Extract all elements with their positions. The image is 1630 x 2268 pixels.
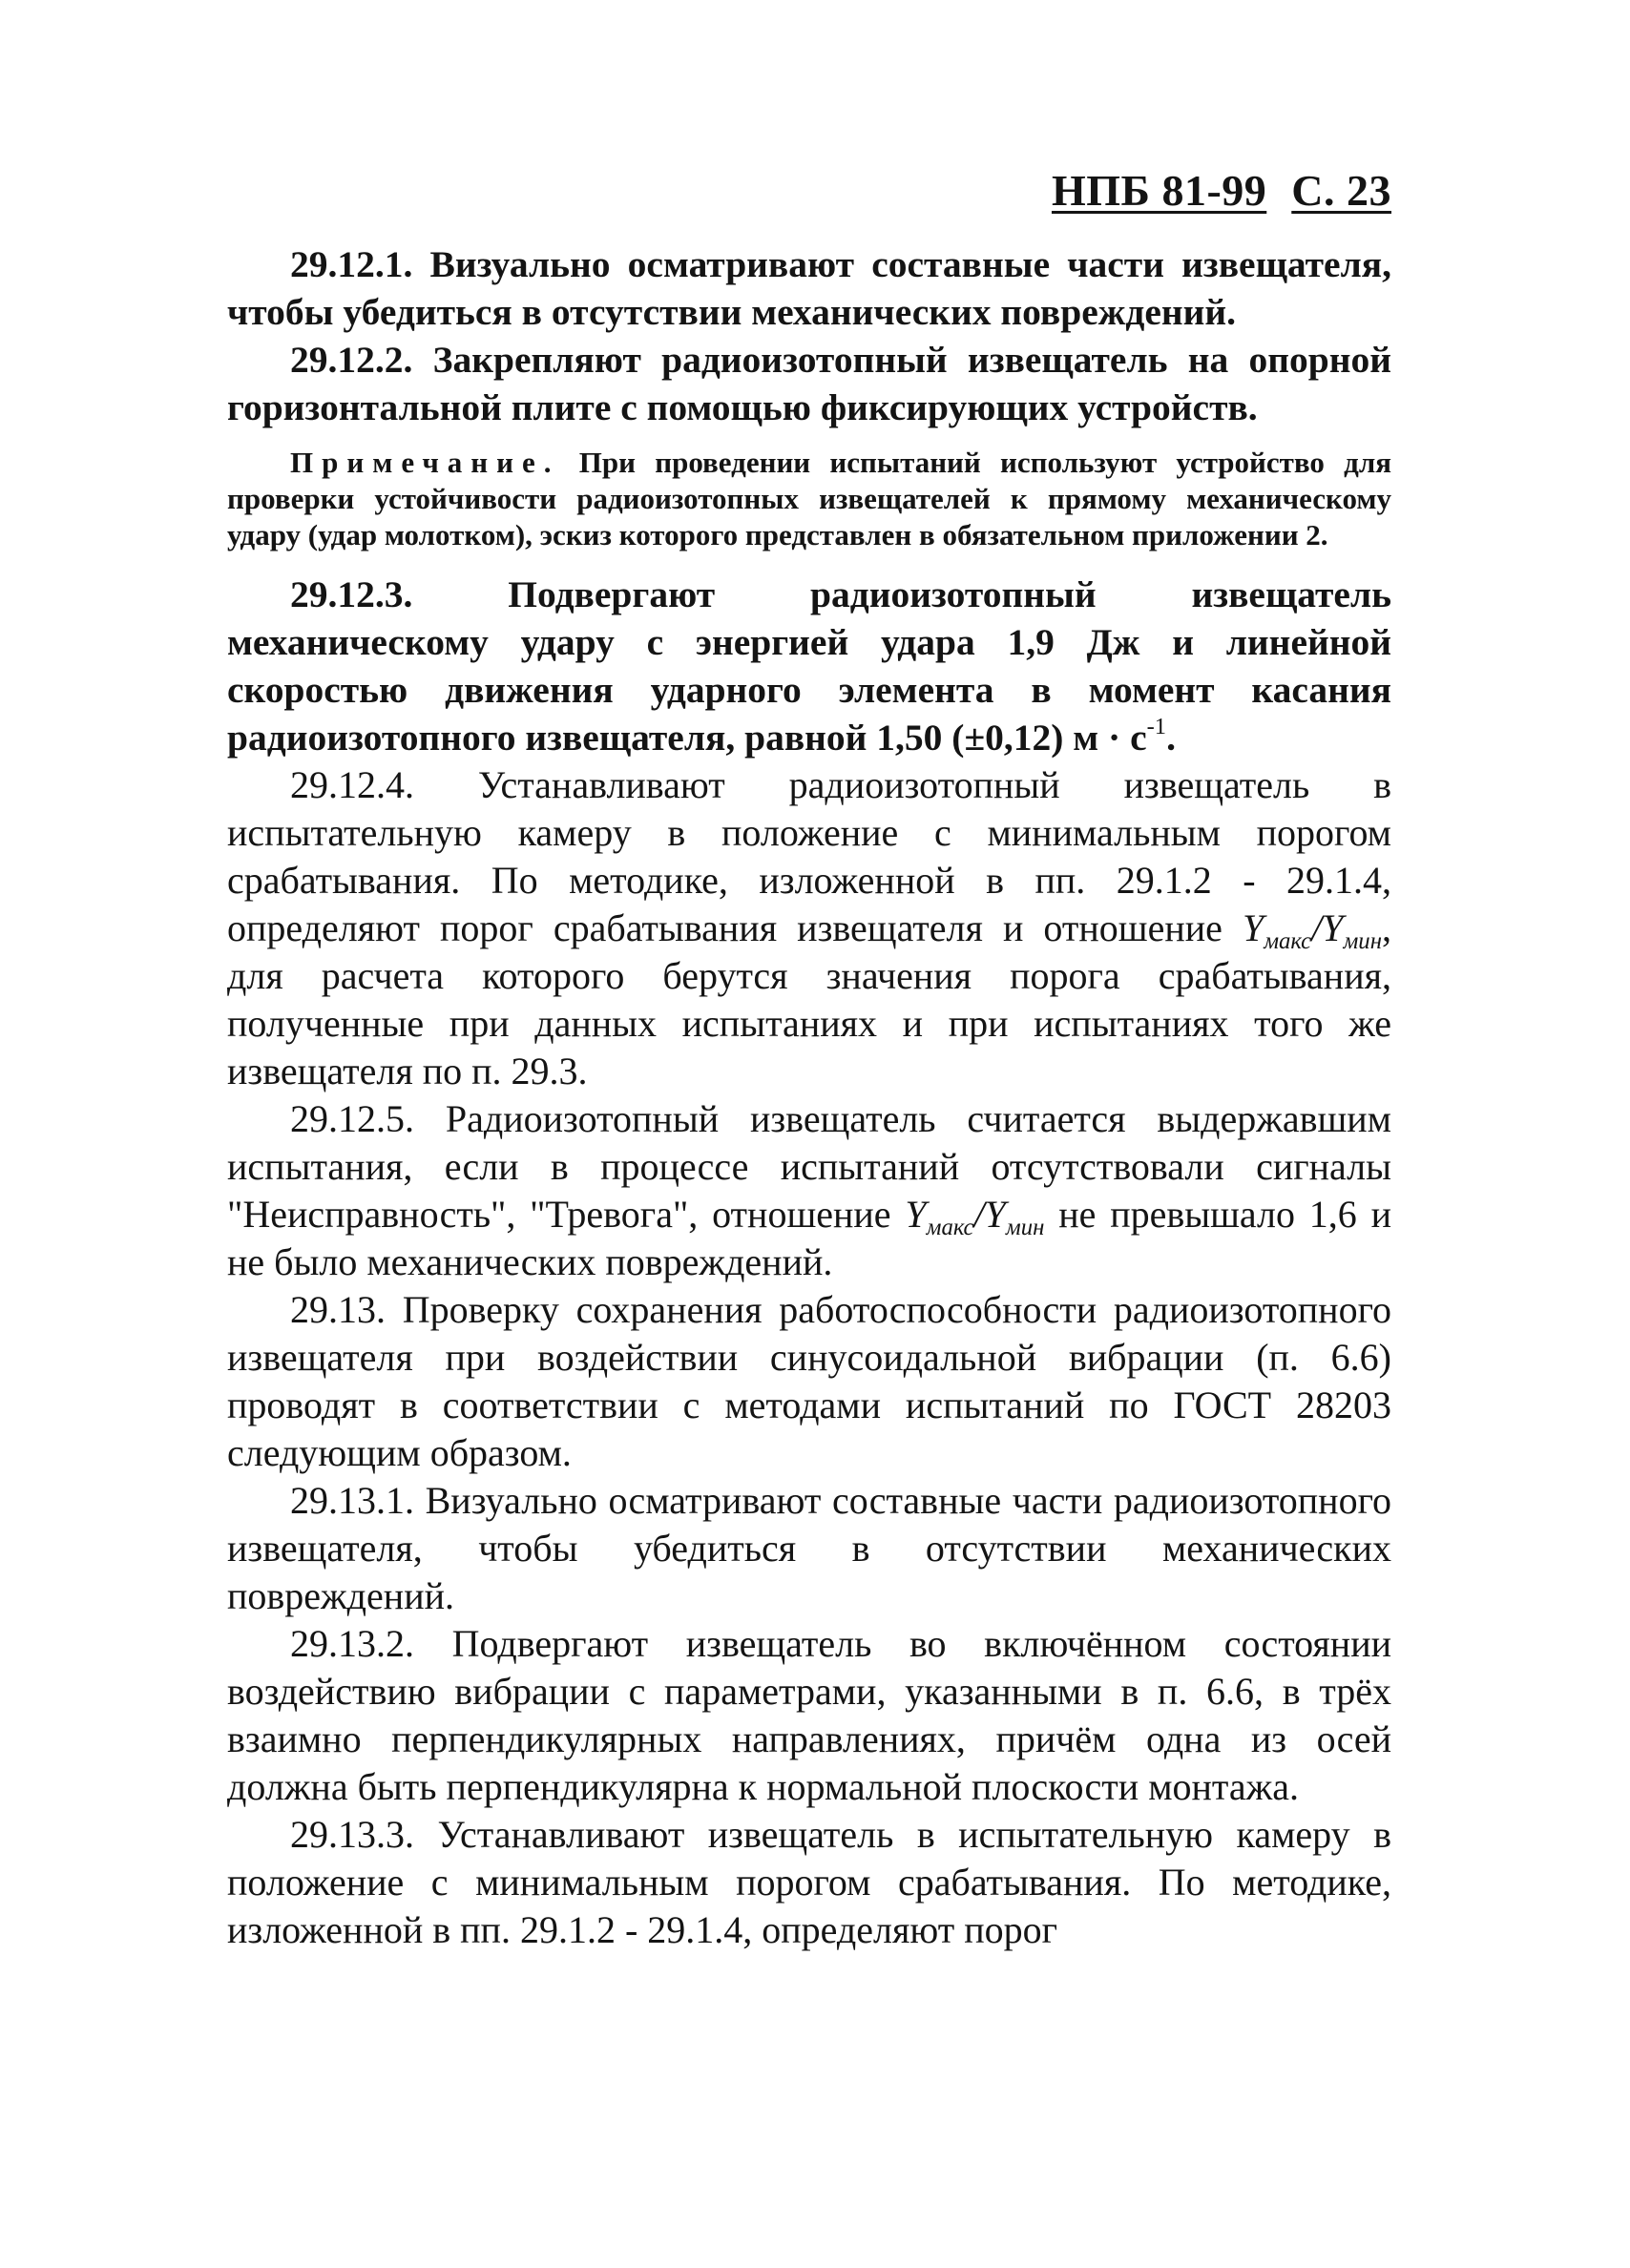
- paragraph-29-13-3: 29.13.3. Устанавливают извещатель в испытательную камеру в положение с минимальным порогом срабатывания. По методике, изложенной в пп. 29.1.2 - 29.1.4, определяют порог: [227, 1813, 1391, 1951]
- ratio-formula: [905, 1193, 1045, 1240]
- paragraph-29-12-2: 29.12.2. Закрепляют радиоизотопный извещатель на опорной горизонтальной плите с помощью фиксирующих устройств.: [227, 339, 1391, 428]
- page-number: С. 23: [1291, 166, 1391, 215]
- paragraph-29-12-5: [227, 1095, 1391, 1286]
- ratio-formula: [1242, 906, 1382, 954]
- formula-y: Y: [1322, 906, 1344, 949]
- paragraph-29-12-4: [227, 761, 1391, 1095]
- paragraph-29-13-1: 29.13.1. Визуально осматривают составные части радиоизотопного извещателя, чтобы убедиться в отсутствии механических повреждений.: [227, 1479, 1391, 1617]
- formula-slash: /: [1311, 906, 1323, 949]
- note-label: Примечание.: [290, 446, 560, 479]
- paragraph-29-12-3-text: 29.12.3. Подвергают радиоизотопный извещатель механическому удару с энергией удара 1,9 Дж и линейной скоростью движения ударного элемента в момент касания радиоизотопного извещателя, равной 1,50 (±0,12) м · с: [227, 573, 1391, 759]
- paragraph-29-12-5-text-b: не превышало 1,6 и не было механических повреждений.: [227, 1193, 1391, 1283]
- paragraph-29-13-2: 29.13.2. Подвергают извещатель во включённом состоянии воздействию вибрации с параметрами, указанными в п. 6.6, в трёх взаимно перпендикулярных направлениях, причём одна из осей должна быть перпендикулярна к нормальной плоскости монтажа.: [227, 1622, 1391, 1808]
- formula-sub-min: мин: [1343, 927, 1382, 954]
- page-header: [227, 162, 1391, 219]
- paragraph-29-12-5-text-a: 29.12.5. Радиоизотопный извещатель считается выдержавшим испытания, если в процессе испытаний отсутствовали сигналы "Неисправность", "Тревога", отношение: [227, 1097, 1391, 1236]
- note-block: [227, 445, 1391, 553]
- paragraph-29-13: 29.13. Проверку сохранения работоспособности радиоизотопного извещателя при воздействии синусоидальной вибрации (п. 6.6) проводят в соответствии с методами испытаний по ГОСТ 28203 следующим образом.: [227, 1288, 1391, 1474]
- formula-sub-max: макс: [1264, 927, 1312, 954]
- formula-slash: /: [973, 1193, 985, 1236]
- document-page: [227, 162, 1391, 1954]
- formula-y: Y: [1242, 906, 1264, 949]
- unit-superscript: -1: [1146, 713, 1167, 739]
- paragraph-29-12-3-end: .: [1166, 717, 1176, 759]
- formula-y: Y: [984, 1193, 1006, 1236]
- document-code: НПБ 81-99: [1051, 166, 1267, 215]
- formula-sub-min: мин: [1005, 1214, 1045, 1240]
- paragraph-29-12-3: [227, 571, 1391, 761]
- paragraph-29-12-4-text-a: 29.12.4. Устанавливают радиоизотопный извещатель в испытательную камеру в положение с минимальным порогом срабатывания. По методике, изложенной в пп. 29.1.2 - 29.1.4, определяют порог срабатывания извещателя и отношение: [227, 763, 1391, 949]
- paragraph-29-12-4-text-b: , для расчета которого берутся значения порога срабатывания, полученные при данных испытаниях и при испытаниях того же извещателя по п. 29.3.: [227, 906, 1391, 1092]
- note-text: При проведении испытаний используют устройство для проверки устойчивости радиоизотопных извещателей к прямому механическому удару (удар молотком), эскиз которого представлен в обязательном приложении 2.: [227, 446, 1391, 551]
- paragraph-29-12-1: 29.12.1. Визуально осматривают составные части извещателя, чтобы убедиться в отсутствии механических повреждений.: [227, 243, 1391, 333]
- formula-sub-max: макс: [926, 1214, 974, 1240]
- formula-y: Y: [905, 1193, 927, 1236]
